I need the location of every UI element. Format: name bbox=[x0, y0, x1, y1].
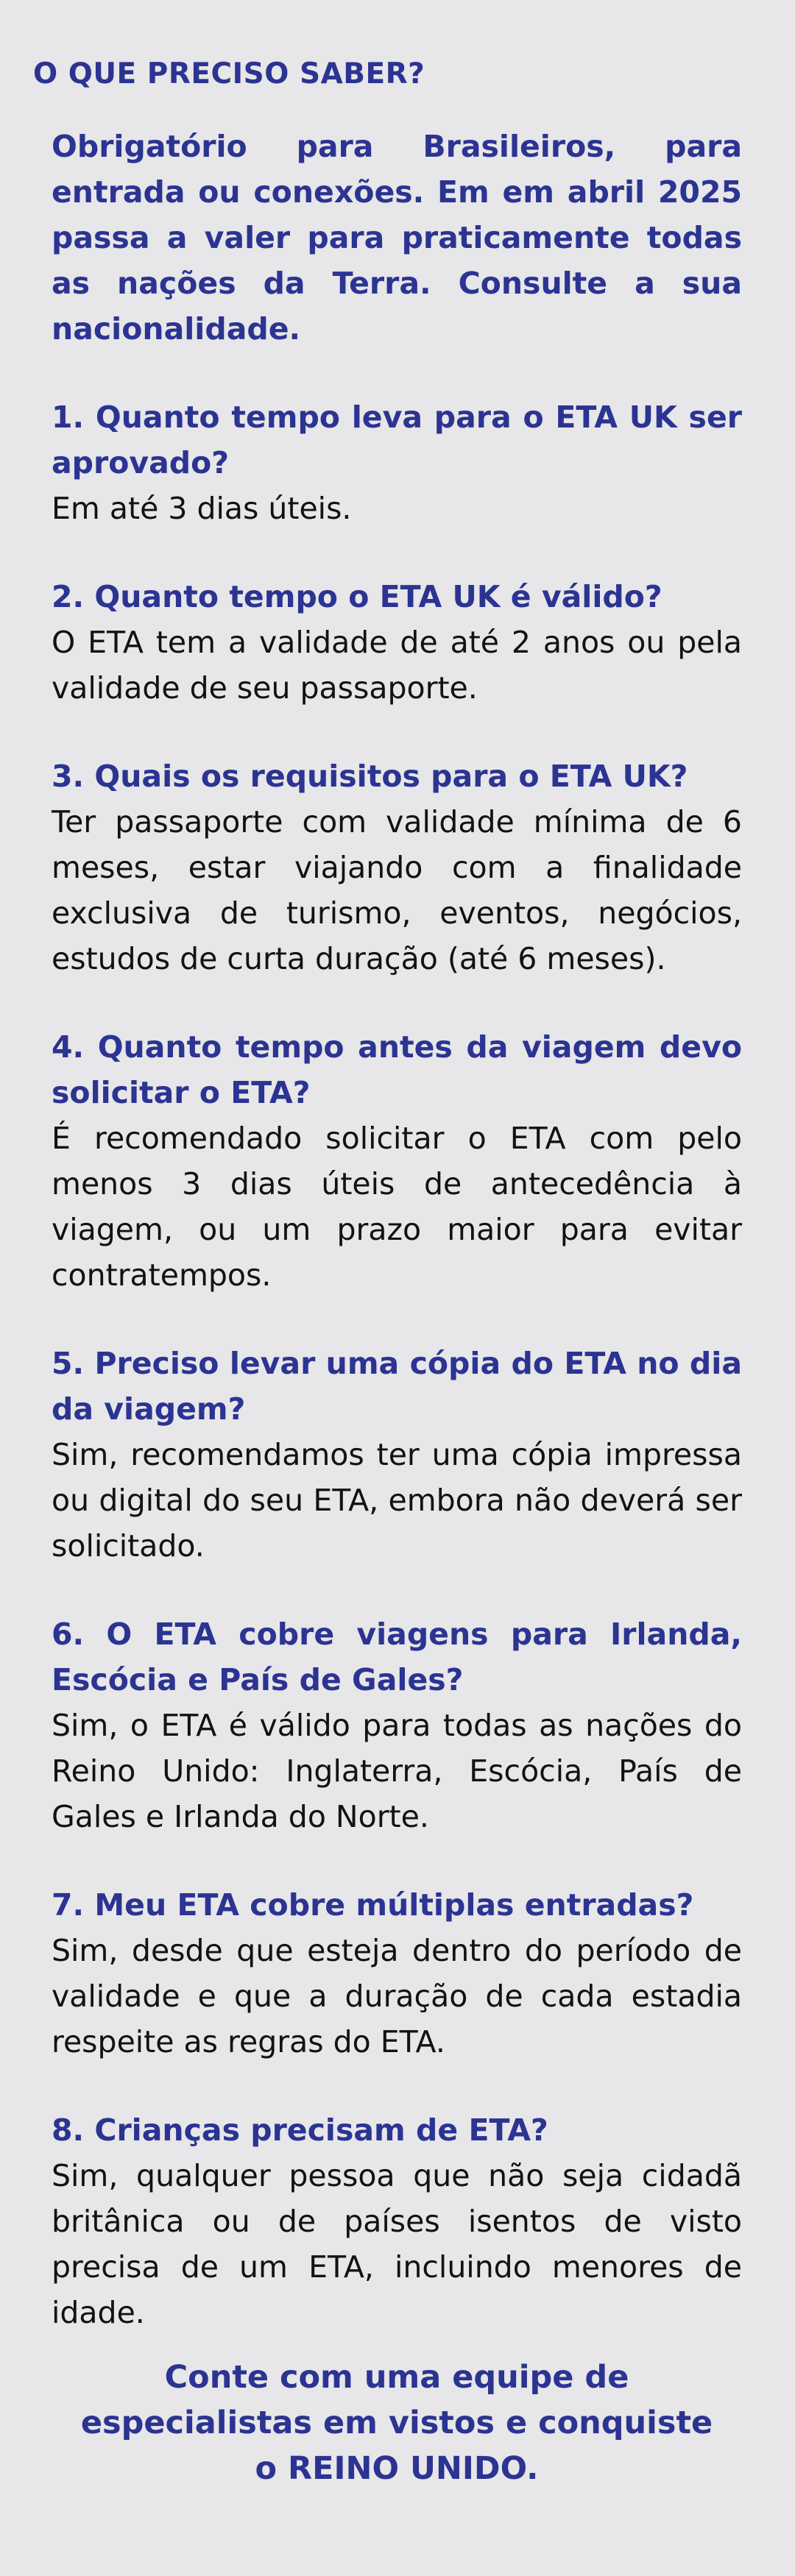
faq-item-5 bbox=[52, 1341, 742, 1569]
faq-question: 2. Quanto tempo o ETA UK é válido? bbox=[52, 579, 662, 614]
closing-line-2: especialistas em vistos e conquiste bbox=[80, 2405, 713, 2441]
faq-question: 8. Crianças precisam de ETA? bbox=[52, 2112, 548, 2148]
faq-question: 5. Preciso levar uma cópia do ETA no dia da viagem? bbox=[52, 1346, 742, 1427]
faq-item-3 bbox=[52, 753, 742, 982]
faq-content bbox=[52, 124, 742, 2378]
faq-answer: É recomendado solicitar o ETA com pelo menos 3 dias úteis de antecedência à viagem, ou um prazo maior para evitar contratempos. bbox=[52, 1121, 742, 1293]
intro-text: Obrigatório para Brasileiros, para entrada ou conexões. Em em abril 2025 passa a valer para praticamente todas as nações da Terra. Consulte a sua nacionalidade. bbox=[52, 129, 742, 347]
page-title: O QUE PRECISO SABER? bbox=[33, 57, 425, 91]
closing-line-3: o REINO UNIDO. bbox=[255, 2450, 539, 2487]
faq-answer: Sim, desde que esteja dentro do período de validade e que a duração de cada estadia respeite as regras do ETA. bbox=[52, 1933, 742, 2059]
faq-question: 3. Quais os requisitos para o ETA UK? bbox=[52, 759, 688, 794]
faq-item-7 bbox=[52, 1882, 742, 2065]
faq-question: 1. Quanto tempo leva para o ETA UK ser aprovado? bbox=[52, 400, 742, 480]
faq-item-1 bbox=[52, 394, 742, 531]
faq-answer: Em até 3 dias úteis. bbox=[52, 491, 352, 526]
faq-item-4 bbox=[52, 1024, 742, 1298]
closing-message bbox=[52, 2355, 742, 2491]
faq-item-2 bbox=[52, 574, 742, 711]
faq-answer: Ter passaporte com validade mínima de 6 meses, estar viajando com a finalidade exclusiva de turismo, eventos, negócios, estudos de curta duração (até 6 meses). bbox=[52, 804, 742, 976]
faq-item-6 bbox=[52, 1611, 742, 1839]
faq-answer: Sim, recomendamos ter uma cópia impressa ou digital do seu ETA, embora não deverá ser solicitado. bbox=[52, 1437, 742, 1564]
faq-item-8 bbox=[52, 2107, 742, 2335]
faq-answer: O ETA tem a validade de até 2 anos ou pela validade de seu passaporte. bbox=[52, 625, 742, 706]
faq-question: 4. Quanto tempo antes da viagem devo solicitar o ETA? bbox=[52, 1029, 742, 1110]
faq-question: 7. Meu ETA cobre múltiplas entradas? bbox=[52, 1887, 694, 1923]
closing-line-1: Conte com uma equipe de bbox=[164, 2359, 629, 2396]
faq-answer: Sim, qualquer pessoa que não seja cidadã britânica ou de países isentos de visto precisa de um ETA, incluindo menores de idade. bbox=[52, 2158, 742, 2330]
faq-answer: Sim, o ETA é válido para todas as nações do Reino Unido: Inglaterra, Escócia, País de Gales e Irlanda do Norte. bbox=[52, 1708, 742, 1834]
faq-question: 6. O ETA cobre viagens para Irlanda, Escócia e País de Gales? bbox=[52, 1617, 742, 1697]
